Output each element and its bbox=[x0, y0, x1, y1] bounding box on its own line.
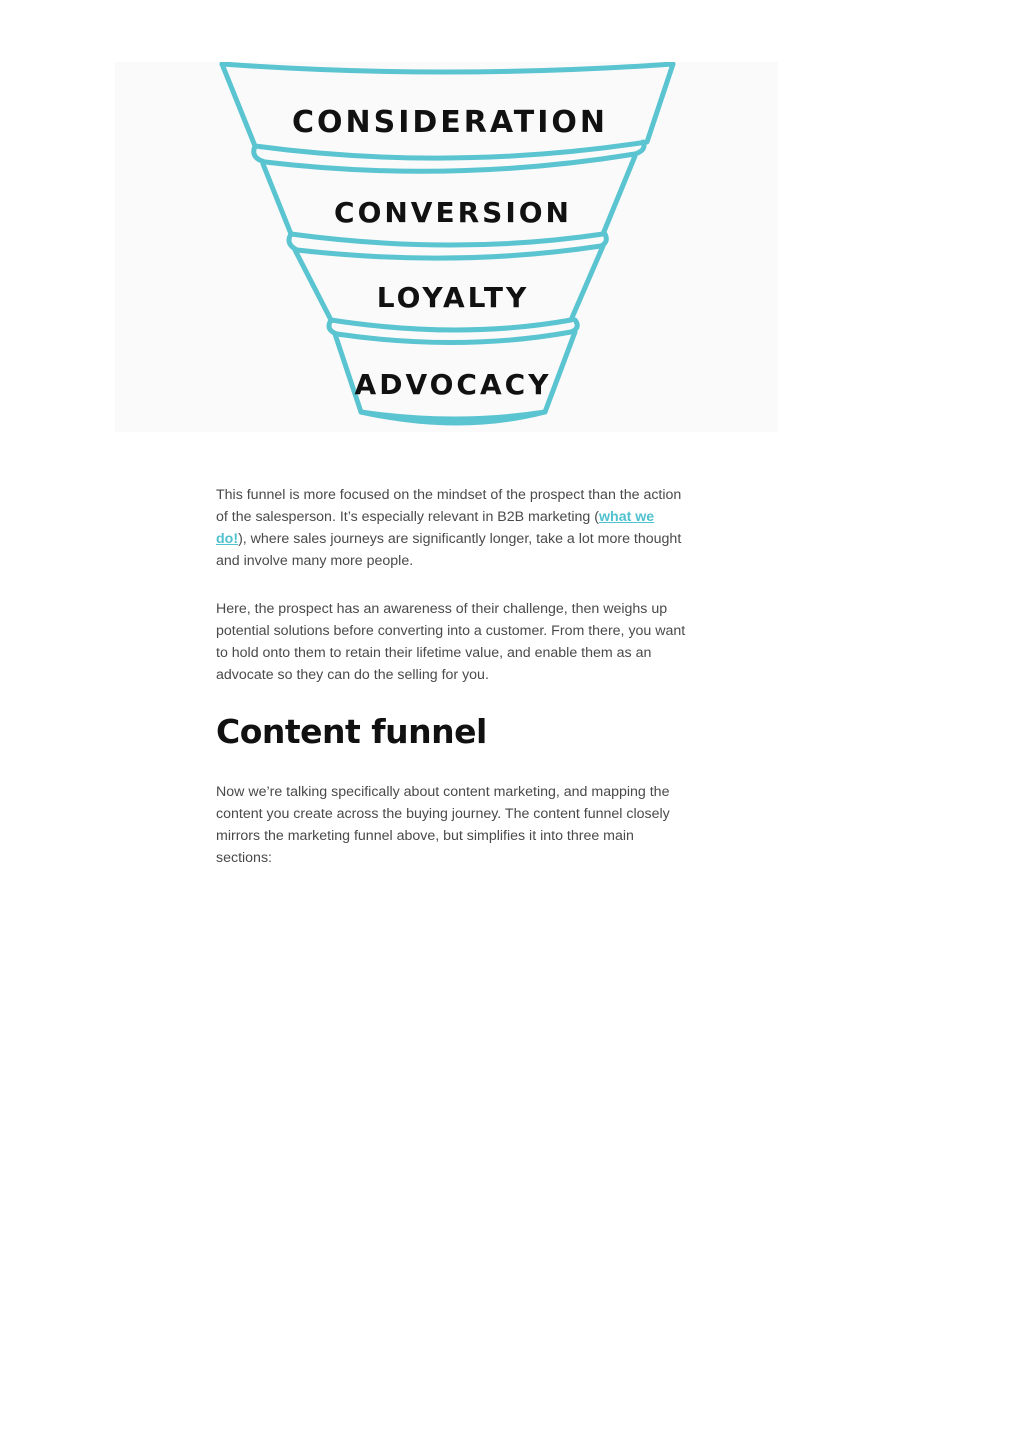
stage-label-consideration: CONSIDERATION bbox=[291, 105, 609, 140]
paragraph-text-after-link: ), where sales journeys are significantly longer, take a lot more thought and involve many more people. bbox=[216, 531, 682, 569]
paragraph-text-before-link: This funnel is more focused on the mindset of the prospect than the action of the salesperson. It’s especially relevant in B2B marketing ( bbox=[216, 487, 682, 525]
what-we-do-link[interactable]: what we do! bbox=[216, 509, 655, 547]
stage-label-loyalty: LOYALTY bbox=[376, 281, 530, 314]
funnel-illustration bbox=[115, 62, 778, 432]
paragraph-content-funnel-intro: Now we’re talking specifically about content marketing, and mapping the content you create across the buying journey. The content funnel closely mirrors the marketing funnel above, but simplifies it into three main sections: bbox=[216, 784, 670, 866]
funnel-drawing bbox=[115, 62, 778, 432]
section-heading-content-funnel: Content funnel bbox=[216, 712, 487, 751]
article-body bbox=[216, 484, 686, 895]
funnel-top-rim bbox=[222, 64, 673, 72]
paragraph-funnel-mindset bbox=[216, 484, 686, 572]
paragraph-prospect-journey: Here, the prospect has an awareness of their challenge, then weighs up potential solutions before converting into a customer. From there, you want to hold onto them to retain their lifetime value, and enable them as an advocate so they can do the selling for you. bbox=[216, 601, 686, 683]
stage-label-advocacy: ADVOCACY bbox=[354, 368, 552, 401]
stage-label-conversion: CONVERSION bbox=[334, 196, 572, 229]
